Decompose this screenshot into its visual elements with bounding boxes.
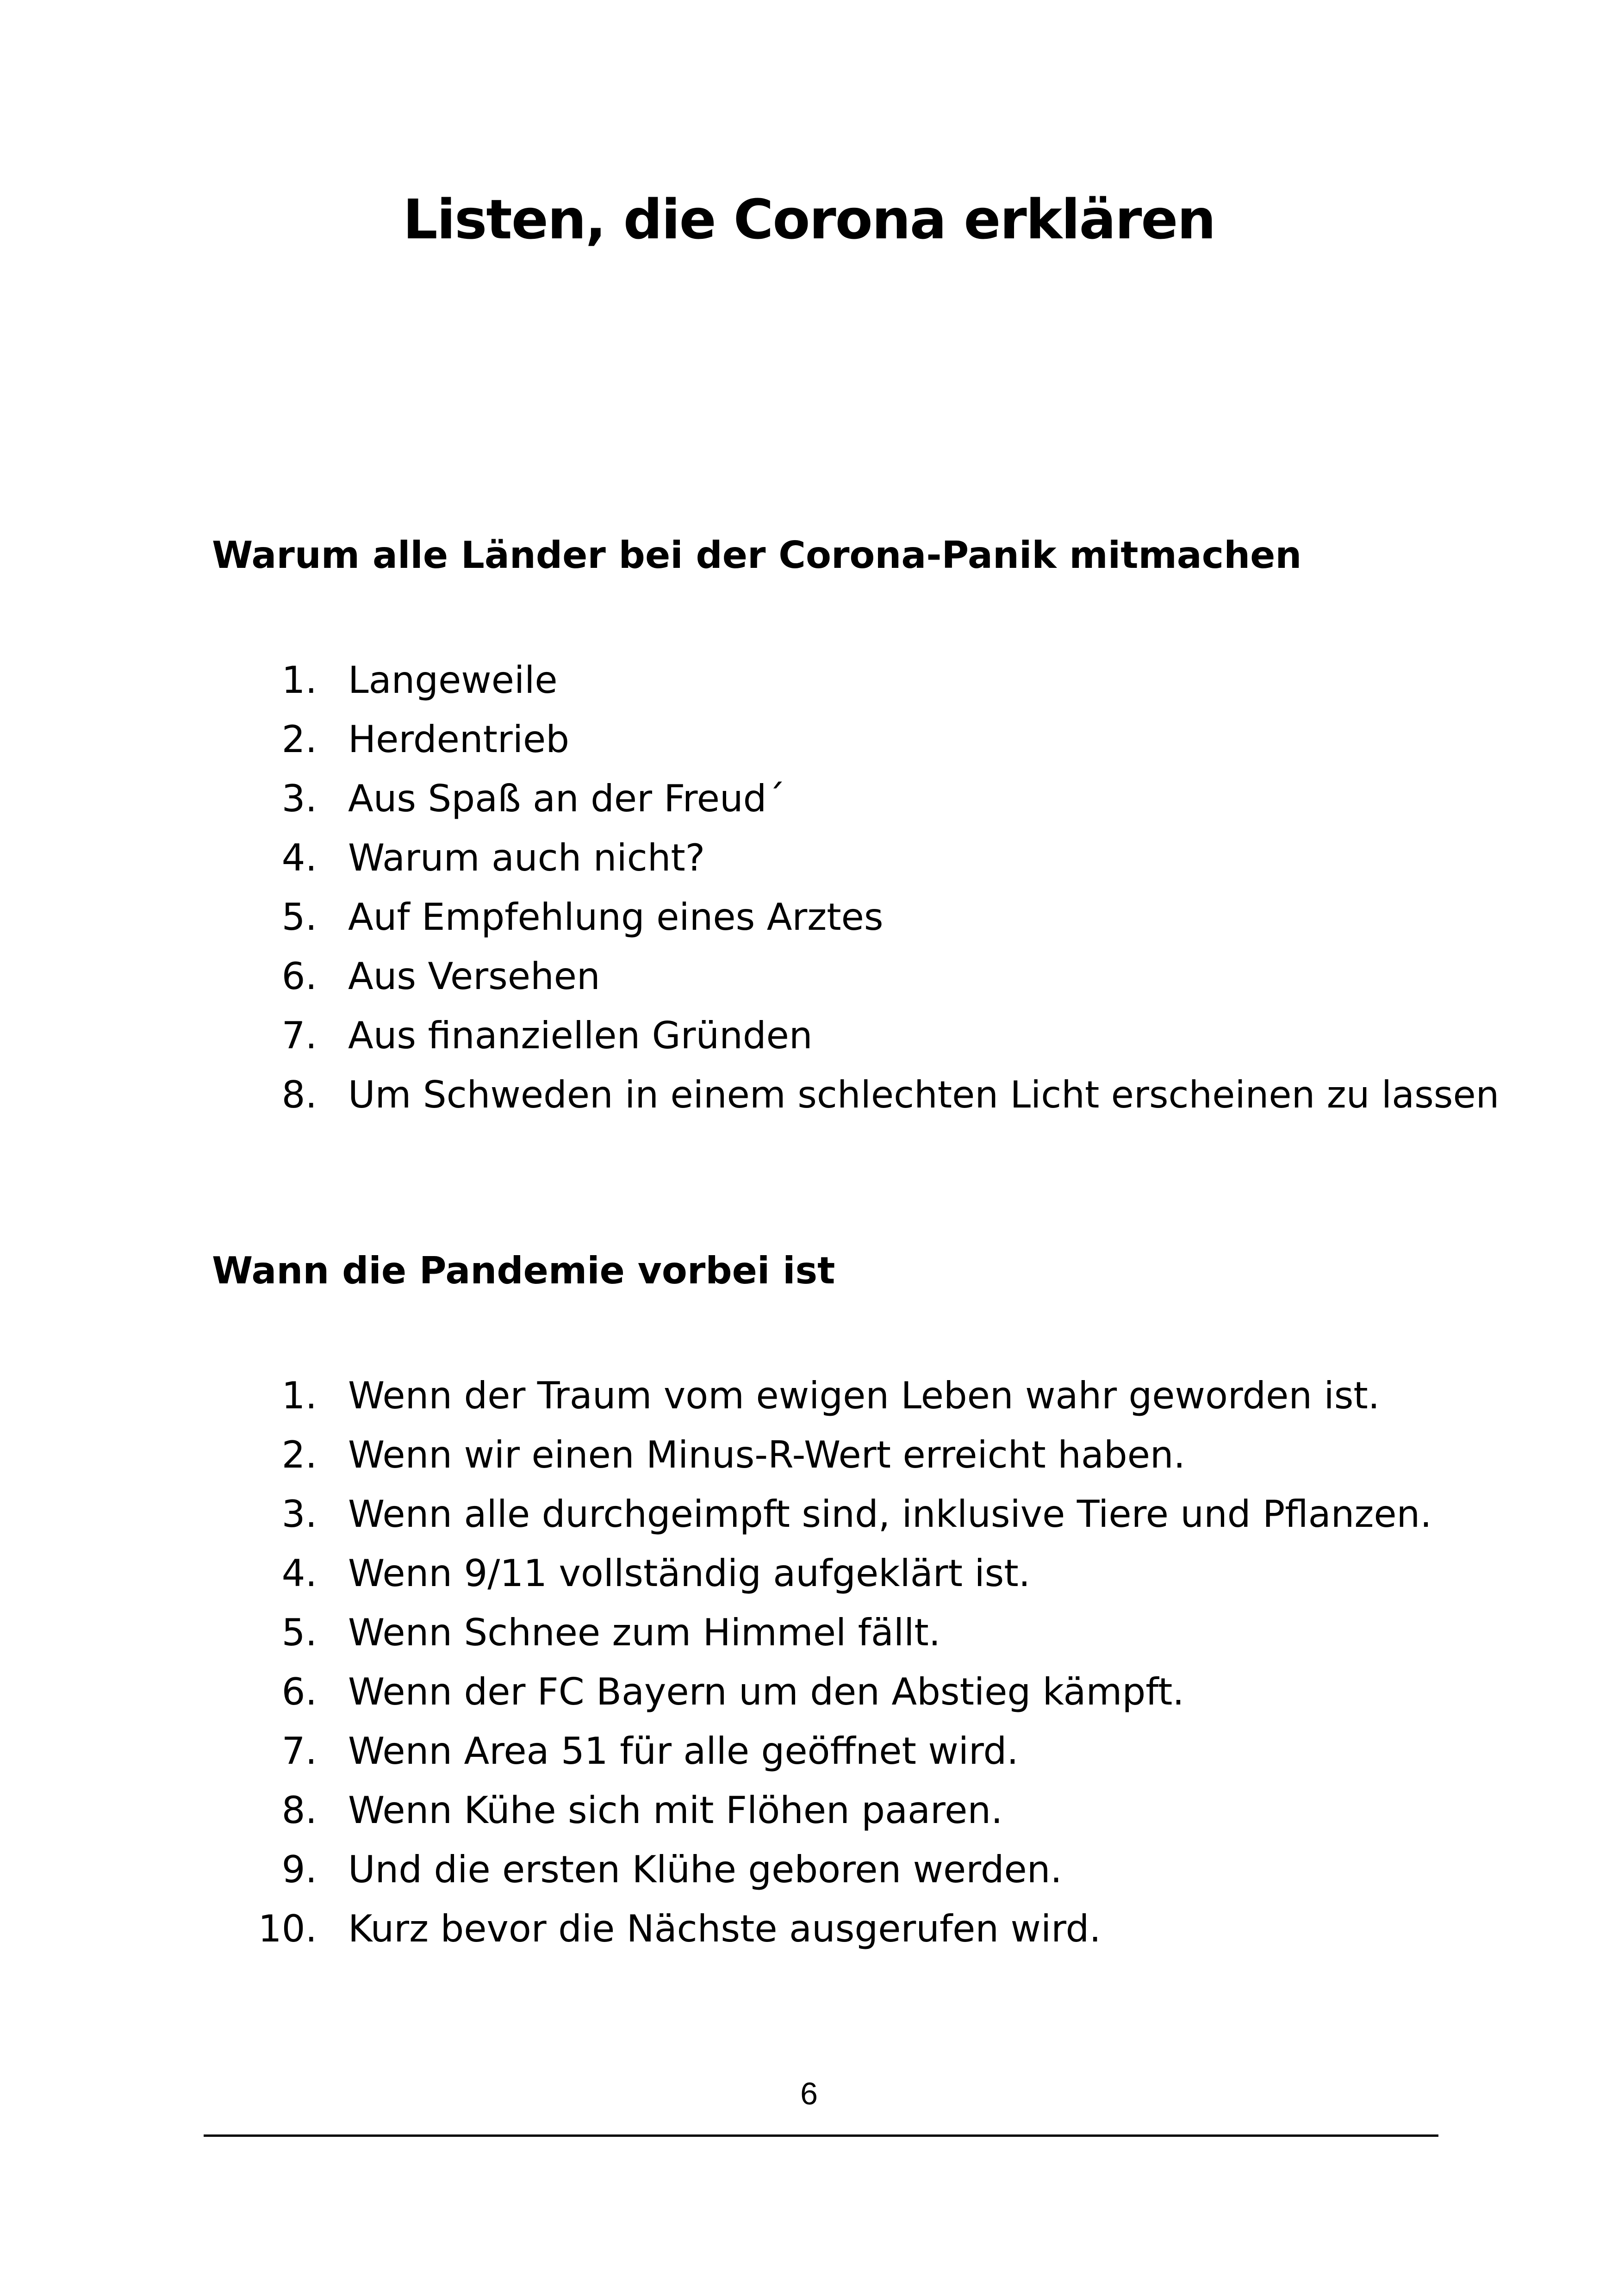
list-item-text: Um Schweden in einem schlechten Licht erscheinen zu lassen (348, 1073, 1500, 1116)
list-item (0, 769, 1618, 828)
numbered-list-when (0, 1366, 1618, 1959)
list-item-text: Aus Versehen (348, 955, 600, 998)
list-item (0, 1722, 1618, 1781)
list-item (0, 1840, 1618, 1899)
list-item (0, 1485, 1618, 1544)
list-item (0, 1603, 1618, 1662)
list-item-text: Wenn 9/11 vollständig aufgeklärt ist. (348, 1552, 1031, 1595)
list-item-text: Aus finanziellen Gründen (348, 1014, 813, 1057)
list-item-number: 1. (281, 659, 317, 702)
list-item-number: 10. (258, 1907, 317, 1950)
list-item-number: 2. (281, 718, 317, 761)
section-heading-why: Warum alle Länder bei der Corona-Panik mitmachen (212, 534, 1302, 577)
list-item-text: Wenn der FC Bayern um den Abstieg kämpft. (348, 1670, 1184, 1713)
numbered-list-why (0, 651, 1618, 1125)
list-item-number: 6. (281, 955, 317, 998)
list-item-number: 4. (281, 1552, 317, 1595)
list-item-number: 4. (281, 836, 317, 879)
list-item-number: 6. (281, 1670, 317, 1713)
list-item (0, 828, 1618, 888)
list-item-number: 5. (281, 1611, 317, 1654)
list-item (0, 1662, 1618, 1722)
list-item (0, 1065, 1618, 1125)
list-item-text: Warum auch nicht? (348, 836, 705, 879)
list-item-number: 7. (281, 1014, 317, 1057)
list-item-text: Wenn der Traum vom ewigen Leben wahr geworden ist. (348, 1374, 1380, 1417)
list-item (0, 710, 1618, 769)
page-title: Listen, die Corona erklären (403, 187, 1215, 251)
list-item-text: Wenn Schnee zum Himmel fällt. (348, 1611, 941, 1654)
list-item-text: Wenn Area 51 für alle geöffnet wird. (348, 1730, 1019, 1773)
list-item-number: 8. (281, 1073, 317, 1116)
list-item (0, 947, 1618, 1006)
list-item-text: Kurz bevor die Nächste ausgerufen wird. (348, 1907, 1101, 1950)
section-heading-when: Wann die Pandemie vorbei ist (212, 1249, 835, 1292)
list-item-text: Und die ersten Klühe geboren werden. (348, 1848, 1062, 1891)
list-item (0, 888, 1618, 947)
list-item-text: Wenn Kühe sich mit Flöhen paaren. (348, 1789, 1003, 1832)
list-item (0, 1006, 1618, 1065)
list-item (0, 1544, 1618, 1603)
list-item-number: 3. (281, 777, 317, 820)
list-item (0, 1781, 1618, 1840)
list-item-number: 9. (281, 1848, 317, 1891)
list-item (0, 1425, 1618, 1485)
list-item-text: Auf Empfehlung eines Arztes (348, 896, 884, 939)
list-item-number: 1. (281, 1374, 317, 1417)
list-item-number: 2. (281, 1433, 317, 1476)
list-item (0, 1899, 1618, 1959)
list-item-text: Herdentrieb (348, 718, 570, 761)
list-item-number: 5. (281, 896, 317, 939)
list-item (0, 1366, 1618, 1425)
list-item (0, 651, 1618, 710)
list-item-text: Wenn alle durchgeimpft sind, inklusive Tiere und Pflanzen. (348, 1493, 1432, 1536)
list-item-number: 7. (281, 1730, 317, 1773)
footer-divider (204, 2134, 1438, 2137)
list-item-text: Aus Spaß an der Freud´ (348, 777, 785, 820)
list-item-number: 8. (281, 1789, 317, 1832)
page-number: 6 (800, 2076, 818, 2111)
list-item-text: Wenn wir einen Minus-R-Wert erreicht haben. (348, 1433, 1186, 1476)
list-item-number: 3. (281, 1493, 317, 1536)
list-item-text: Langeweile (348, 659, 558, 702)
